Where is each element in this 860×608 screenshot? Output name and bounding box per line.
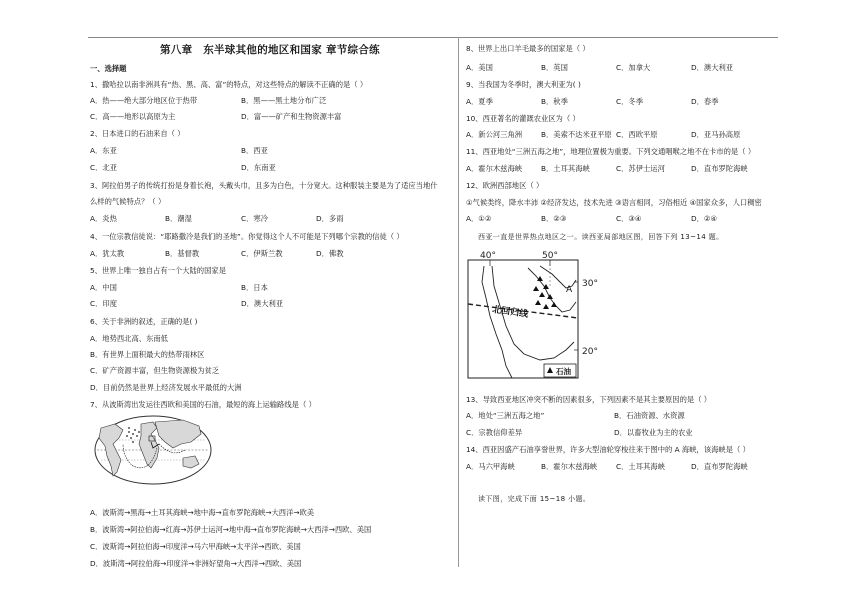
q5-option-a[interactable]: A．中国 — [90, 283, 117, 292]
question-12-statements: ①气候类终，降水丰沛 ②经济发达，技术先进 ③语言相同，习俗相近 ④国家众多，人口稠密 — [466, 198, 762, 207]
question-3: 3、阿拉伯男子的传统打扮是身着长袍，头戴头巾，且多为白色，十分宽大。这种服装主要是为了适应当地什 — [90, 181, 438, 190]
q5-option-d[interactable]: D．澳大利亚 — [241, 299, 284, 308]
q10-option-c[interactable]: C．西欧平原 — [616, 130, 658, 139]
question-1: 1、撒哈拉以南非洲具有“热、黑、高、富”的特点，对这些特点的解读不正确的是（ ） — [90, 80, 368, 89]
q12-option-a[interactable]: A．①② — [466, 214, 492, 223]
q8-option-d[interactable]: D．澳大利亚 — [691, 63, 734, 72]
q4-option-a[interactable]: A．犹太教 — [90, 249, 125, 258]
tropic-of-cancer-label: 北回归线 — [491, 305, 529, 320]
q12-option-d[interactable]: D．②④ — [691, 214, 717, 223]
q13-option-c[interactable]: C．宗教信仰差异 — [466, 428, 523, 437]
q10-option-b[interactable]: B．美索不达米亚平原 — [541, 130, 612, 139]
q2-option-c[interactable]: C．北亚 — [90, 163, 117, 172]
q13-option-d[interactable]: D．以畜牧业为主的农业 — [614, 428, 693, 437]
page-title: 第八章 东半球其他的地区和国家 章节综合练 — [160, 44, 380, 56]
q10-option-d[interactable]: D．亚马孙高原 — [691, 130, 741, 139]
q2-option-a[interactable]: A．东亚 — [90, 146, 117, 155]
q14-option-c[interactable]: C．土耳其海峡 — [616, 462, 665, 471]
q7-option-d[interactable]: D．波斯湾→阿拉伯海→印度洋→非洲好望角→大西洋→西欧、美国 — [90, 559, 302, 568]
question-7: 7、从波斯湾出发运往西欧和美国的石油，最短的海上运输路线是（ ） — [90, 400, 316, 409]
q11-option-b[interactable]: B．土耳其海峡 — [541, 164, 590, 173]
q2-option-d[interactable]: D．东南亚 — [241, 163, 276, 172]
q8-option-a[interactable]: A．美国 — [466, 63, 493, 72]
header-rule — [88, 37, 778, 38]
q4-option-b[interactable]: B．基督教 — [165, 249, 200, 258]
q14-option-d[interactable]: D．直布罗陀海峡 — [691, 462, 748, 471]
question-10: 10、西亚著名的灌溉农业区为（ ） — [466, 114, 580, 123]
q7-option-a[interactable]: A．波斯湾→黑海→土耳其海峡→地中海→直布罗陀海峡→大西洋→欧美 — [90, 508, 315, 517]
q3-option-b[interactable]: B．潮湿 — [165, 214, 192, 223]
section-heading: 一、选择题 — [90, 64, 127, 73]
west-asia-map — [466, 246, 616, 382]
q6-option-b[interactable]: B．有世界上面积最大的热带雨林区 — [90, 350, 205, 359]
q1-option-b[interactable]: B．黑——黑土地分布广泛 — [241, 96, 327, 105]
q11-option-c[interactable]: C．苏伊士运河 — [616, 164, 665, 173]
q4-option-d[interactable]: D．佛教 — [316, 249, 344, 258]
q9-option-c[interactable]: C．冬季 — [616, 97, 643, 106]
q3-option-a[interactable]: A．炎热 — [90, 214, 117, 223]
question-4: 4、一位宗教信徒说：“耶路撒冷是我们的圣地”。你觉得这个人不可能是下列哪个宗教的信徒（ ） — [90, 232, 404, 241]
q9-option-b[interactable]: B．秋季 — [541, 97, 568, 106]
q6-option-a[interactable]: A．地势西北高、东南低 — [90, 334, 168, 343]
q6-option-c[interactable]: C．矿产资源丰富，但生物资源极为贫乏 — [90, 366, 220, 375]
lat-label-30: 30° — [582, 279, 598, 289]
q11-option-d[interactable]: D．直布罗陀海峡 — [691, 164, 748, 173]
lat-label-20: 20° — [582, 347, 598, 357]
q8-option-b[interactable]: B．英国 — [541, 63, 568, 72]
figure-intro-text: 读下图，完成下面 15~18 小题。 — [478, 495, 591, 503]
question-3-cont: 么样的气候特点？（ ） — [90, 197, 166, 206]
question-6: 6、关于非洲的叙述，正确的是( ) — [90, 317, 198, 326]
q2-option-b[interactable]: B．西亚 — [241, 146, 268, 155]
question-9: 9、当我国为冬季时，澳大利亚为( ) — [466, 80, 581, 89]
q11-option-a[interactable]: A．霍尔木兹海峡 — [466, 164, 523, 173]
question-12: 12、欧洲西部地区（ ） — [466, 181, 544, 190]
q1-option-c[interactable]: C．高——地形以高原为主 — [90, 112, 176, 121]
q8-option-c[interactable]: C．加拿大 — [616, 63, 651, 72]
question-8: 8、世界上出口羊毛最多的国家是（ ） — [466, 44, 590, 53]
question-11: 11、西亚地处“三洲五海之地”，地理位置极为重要。下列交通咽喉之地不在卡市的是（ ） — [466, 147, 756, 156]
lon-label-50: 50° — [542, 251, 558, 261]
world-map-figure — [93, 414, 213, 486]
q9-option-d[interactable]: D．春季 — [691, 97, 719, 106]
q9-option-a[interactable]: A．夏季 — [466, 97, 493, 106]
q12-option-c[interactable]: C．③④ — [616, 214, 642, 223]
question-14: 14、西亚因盛产石油享誉世界，许多大型油轮穿梭往来于图中的 A 海峡，该海峡是（ ） — [466, 445, 750, 454]
legend-oil-label: 石油 — [556, 367, 571, 376]
question-5: 5、世界上唯一独自占有一个大陆的国家是 — [90, 266, 226, 275]
question-13: 13、导致西亚地区冲突不断的因素很多，下列因素不是其主要原因的是（ ） — [466, 395, 712, 404]
q14-option-a[interactable]: A．马六甲海峡 — [466, 462, 515, 471]
q12-option-b[interactable]: B．②③ — [541, 214, 567, 223]
q7-option-b[interactable]: B．波斯湾→阿拉伯海→红海→苏伊士运河→地中海→直布罗陀海峡→大西洋→西欧、美国 — [90, 525, 372, 534]
q3-option-d[interactable]: D．多雨 — [316, 214, 344, 223]
q5-option-c[interactable]: C．印度 — [90, 299, 117, 308]
column-divider — [458, 37, 459, 567]
q14-option-b[interactable]: B．霍尔木兹海峡 — [541, 462, 598, 471]
q13-option-a[interactable]: A．地处“三洲五海之地” — [466, 411, 545, 420]
q7-option-c[interactable]: C．波斯湾→阿拉伯海→印度洋→马六甲海峡→太平洋→西欧、美国 — [90, 542, 301, 551]
q5-option-b[interactable]: B．日本 — [241, 283, 268, 292]
q1-option-a[interactable]: A．热——绝大部分地区位于热带 — [90, 96, 198, 105]
lon-label-40: 40° — [480, 251, 496, 261]
strait-a-label: A — [566, 285, 573, 295]
q10-option-a[interactable]: A．新公河三角洲 — [466, 130, 523, 139]
question-2: 2、日本进口的石油来自（ ） — [90, 129, 185, 138]
q6-option-d[interactable]: D．目前仍然是世界上经济发展水平最低的大洲 — [90, 383, 242, 392]
q13-option-b[interactable]: B．石油资源、水资源 — [614, 411, 685, 420]
map-intro-text: 西亚一直是世界热点地区之一。读西亚局部地区图，回答下列 13~14 题。 — [478, 233, 724, 241]
q4-option-c[interactable]: C．伊斯兰教 — [241, 249, 283, 258]
q1-option-d[interactable]: D．富——矿产和生物资源丰富 — [241, 112, 342, 121]
q3-option-c[interactable]: C．寒冷 — [241, 214, 268, 223]
